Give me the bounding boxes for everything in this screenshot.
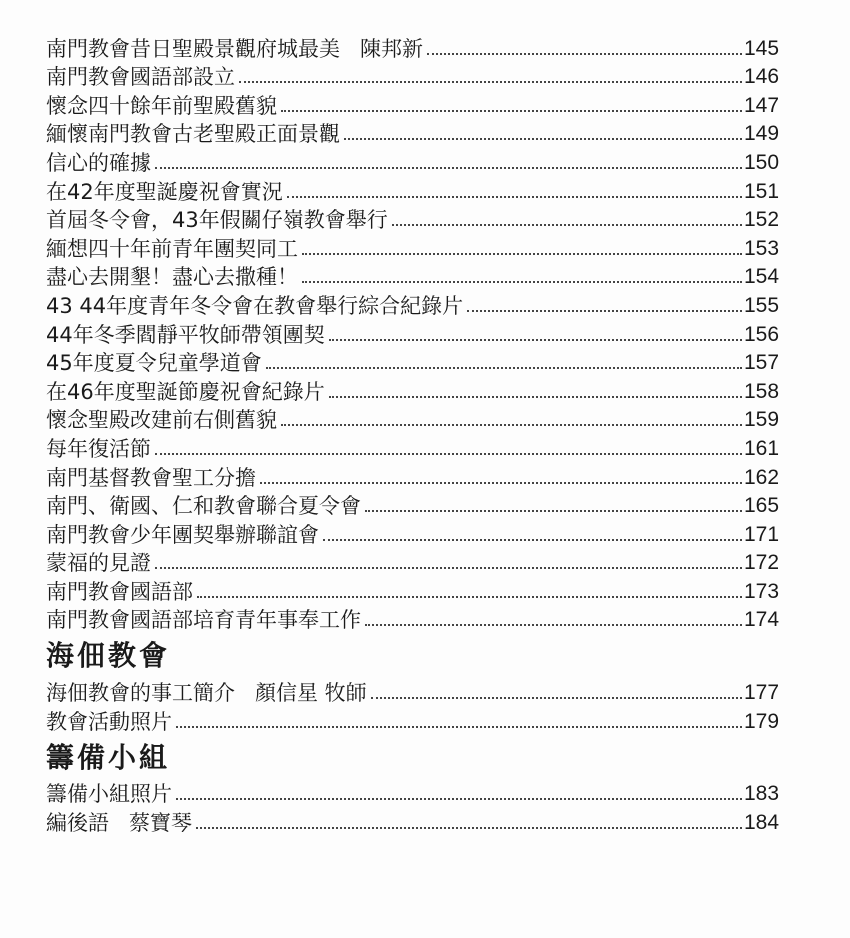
dot-leader [260, 482, 742, 484]
dot-leader [281, 110, 742, 112]
toc-entry[interactable] [46, 461, 778, 490]
toc-entry[interactable] [46, 261, 778, 290]
page-number: 155 [744, 293, 780, 317]
page-number: 157 [744, 351, 780, 375]
entry-title: 教會活動照片 [46, 709, 172, 734]
page-number: 173 [744, 579, 780, 603]
dot-leader [266, 367, 742, 369]
entry-title: 南門教會國語部培育青年事奉工作 [46, 608, 361, 633]
dot-leader [302, 253, 742, 255]
dot-leader [155, 167, 742, 169]
page-number: 150 [744, 150, 780, 174]
page-number: 158 [744, 379, 780, 403]
page-number: 161 [744, 436, 780, 460]
section-heading: 籌備小組 [46, 740, 171, 774]
entry-title: 南門、衛國、仁和教會聯合夏令會 [46, 494, 361, 519]
toc-entry[interactable] [46, 490, 778, 519]
toc-entry[interactable] [46, 518, 778, 547]
section-heading: 海佃教會 [46, 639, 171, 673]
toc-entry[interactable] [46, 404, 778, 433]
entry-title: 籌備小組照片 [46, 782, 172, 807]
page-number: 184 [744, 810, 780, 834]
entry-author: 蔡寶琴 [129, 810, 192, 835]
entry-title: 緬想四十年前青年團契同工 [46, 236, 298, 261]
toc-entry[interactable] [46, 32, 778, 61]
toc-entry[interactable] [46, 175, 778, 204]
entry-title: 南門教會少年團契舉辦聯誼會 [46, 522, 319, 547]
entry-author: 顏信星 牧師 [255, 681, 367, 706]
entry-title: 南門基督教會聖工分擔 [46, 465, 256, 490]
dot-leader [281, 424, 742, 426]
toc-entry[interactable] [46, 778, 778, 807]
page-number: 171 [744, 522, 780, 546]
entry-title: 海佃教會的事工簡介 [46, 681, 235, 706]
entry-title: 南門教會國語部 [46, 579, 193, 604]
dot-leader [323, 539, 742, 541]
toc-entry[interactable] [46, 347, 778, 376]
page-number: 172 [744, 551, 780, 575]
dot-leader [329, 339, 742, 341]
page-number: 147 [744, 93, 780, 117]
page-number: 183 [744, 782, 780, 806]
entry-title: 蒙福的見證 [46, 551, 151, 576]
page-number: 145 [744, 36, 780, 60]
entry-author: 陳邦新 [360, 36, 423, 61]
dot-leader [371, 697, 742, 699]
page-number: 159 [744, 408, 780, 432]
page-number: 177 [744, 681, 780, 705]
dot-leader [329, 396, 742, 398]
dot-leader [155, 567, 742, 569]
toc-entry[interactable] [46, 146, 778, 175]
dot-leader [155, 453, 742, 455]
toc-entry[interactable] [46, 61, 778, 90]
dot-leader [176, 726, 742, 728]
toc-entry[interactable] [46, 604, 778, 633]
page-number: 151 [744, 179, 780, 203]
toc-entry[interactable] [46, 89, 778, 118]
entry-title: 首屆冬令會，43年假關仔嶺教會舉行 [46, 208, 388, 233]
page-number: 152 [744, 208, 780, 232]
page-number: 154 [744, 265, 780, 289]
dot-leader [467, 310, 742, 312]
dot-leader [344, 138, 742, 140]
toc-entry[interactable] [46, 547, 778, 576]
dot-leader [365, 510, 742, 512]
dot-leader [287, 196, 742, 198]
toc-entry[interactable] [46, 575, 778, 604]
toc-entry[interactable] [46, 375, 778, 404]
page-number: 174 [744, 608, 780, 632]
page-number: 149 [744, 122, 780, 146]
page-number: 162 [744, 465, 780, 489]
page-number: 179 [744, 709, 780, 733]
toc-entry[interactable] [46, 432, 778, 461]
entry-title: 44年冬季閻靜平牧師帶領團契 [46, 322, 325, 347]
entry-title: 信心的確據 [46, 150, 151, 175]
entry-title: 編後語 [46, 810, 109, 835]
entry-title: 每年復活節 [46, 436, 151, 461]
entry-title: 45年度夏令兒童學道會 [46, 351, 262, 376]
toc-entry[interactable] [46, 204, 778, 233]
toc-entry[interactable] [46, 318, 778, 347]
entry-title: 在46年度聖誕節慶祝會紀錄片 [46, 379, 325, 404]
dot-leader [302, 281, 742, 283]
page-number: 146 [744, 65, 780, 89]
entry-title: 盡心去開墾！盡心去撒種！ [46, 265, 298, 290]
dot-leader [196, 827, 742, 829]
dot-leader [239, 81, 742, 83]
page-number: 165 [744, 494, 780, 518]
page-number: 156 [744, 322, 780, 346]
table-of-contents [46, 32, 778, 835]
entry-title: 南門教會昔日聖殿景觀府城最美 [46, 36, 340, 61]
dot-leader [392, 224, 742, 226]
page-number: 153 [744, 236, 780, 260]
dot-leader [176, 798, 742, 800]
entry-title: 懷念四十餘年前聖殿舊貌 [46, 93, 277, 118]
toc-entry[interactable] [46, 806, 778, 835]
dot-leader [365, 624, 742, 626]
dot-leader [427, 53, 742, 55]
dot-leader [197, 596, 742, 598]
entry-title: 43 44年度青年冬令會在教會舉行綜合紀錄片 [46, 293, 464, 318]
toc-entry[interactable] [46, 118, 778, 147]
toc-entry[interactable] [46, 705, 778, 734]
entry-title: 緬懷南門教會古老聖殿正面景觀 [46, 122, 340, 147]
toc-entry[interactable] [46, 289, 778, 318]
entry-title: 南門教會國語部設立 [46, 65, 235, 90]
entry-title: 在42年度聖誕慶祝會實況 [46, 179, 283, 204]
entry-title: 懷念聖殿改建前右側舊貌 [46, 408, 277, 433]
toc-entry[interactable] [46, 232, 778, 261]
toc-entry[interactable] [46, 676, 778, 705]
